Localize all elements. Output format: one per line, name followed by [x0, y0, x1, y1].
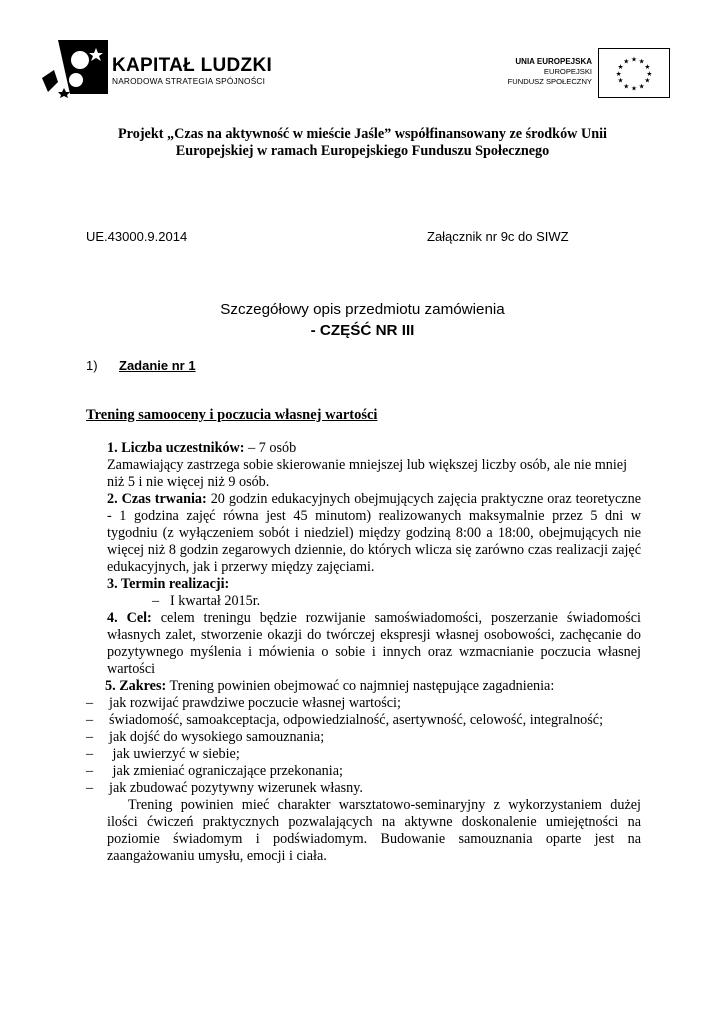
dash-bullet: –: [86, 712, 94, 728]
dash-bullet: –: [152, 593, 160, 609]
goal-text: celem treningu będzie rozwijanie samoświadomości, poszerzanie świadomości własnych zalet, stworzenie okazji do twórczej ekspresji własnej osobowości, zachęcanie do pozytywnego myślenia i mówienia o sobie i innych oraz wzmacnianie poczucia własnej wartości: [107, 610, 641, 677]
reference-number: UE.43000.9.2014: [86, 229, 188, 244]
svg-text:★: ★: [630, 84, 638, 93]
task-label: Zadanie nr 1: [119, 358, 196, 373]
svg-text:★: ★: [646, 69, 653, 78]
kapital-ludzki-subtitle: NARODOWA STRATEGIA SPÓJNOŚCI: [112, 76, 266, 86]
svg-text:★: ★: [617, 76, 624, 85]
attachment-label: Załącznik nr 9c do SIWZ: [427, 229, 569, 244]
task-number: 1): [86, 358, 98, 373]
list-item: [86, 746, 641, 763]
eu-flag-icon: [598, 48, 670, 98]
scope-label: 5. Zakres:: [105, 678, 167, 694]
duration-label: 2. Czas trwania:: [107, 491, 207, 507]
eu-text-block: [508, 57, 592, 87]
dash-bullet: –: [86, 780, 94, 796]
svg-text:★: ★: [644, 76, 651, 85]
project-line-2: Europejskiej w ramach Europejskiego Funduszu Społecznego: [175, 143, 550, 159]
list-item: [86, 712, 641, 729]
svg-text:★: ★: [623, 82, 630, 91]
svg-text:★: ★: [644, 63, 651, 72]
body-content: [86, 440, 641, 865]
scope-text: Trening powinien obejmować co najmniej następujące zagadnienia:: [166, 678, 555, 694]
scope-list: [86, 695, 641, 797]
term-item: [107, 593, 641, 610]
list-item: [86, 780, 641, 797]
goal-label: 4. Cel:: [107, 610, 152, 626]
participants-label: 1. Liczba uczestników:: [107, 440, 245, 456]
eu-line-2: EUROPEJSKI: [543, 67, 592, 76]
eu-line-1: UNIA EUROPEJSKA: [515, 57, 592, 66]
eu-line-3: FUNDUSZ SPOŁECZNY: [507, 77, 592, 86]
list-item-text: jak uwierzyć w siebie;: [109, 746, 240, 762]
term-label: 3. Termin realizacji:: [107, 576, 230, 592]
section-title: Trening samooceny i poczucia własnej wartości: [86, 407, 378, 423]
dash-bullet: –: [86, 695, 94, 711]
dash-bullet: –: [86, 763, 94, 779]
participants-paragraph: [107, 440, 641, 457]
document-title: [110, 299, 615, 341]
participants-value: – 7 osób: [244, 440, 297, 456]
term-value: I kwartał 2015r.: [170, 593, 261, 609]
svg-text:★: ★: [617, 63, 624, 72]
list-item-text: jak zbudować pozytywny wizerunek własny.: [109, 780, 363, 796]
svg-text:★: ★: [638, 57, 645, 66]
list-item: [86, 729, 641, 746]
kapital-ludzki-logo-icon: [40, 38, 110, 98]
list-item-text: jak dojść do wysokiego samouznania;: [109, 729, 325, 745]
duration-text: 20 godzin edukacyjnych obejmujących zajęcia praktyczne oraz teoretyczne - 1 godzina zajęć równa jest 45 minutom) realizowanych maksymalnie przez 5 dni w tygodniu (z wyłączeniem sobót i niedziel) między godziną 8:00 a 18:00, obejmujących nie więcej niż 8 godzin zegarowych dziennie, do których wlicza się zarówno czas realizacji zajęć edukacyjnych, jak i przerwy między zajęciami.: [107, 491, 641, 575]
kapital-ludzki-title: KAPITAŁ LUDZKI: [112, 55, 273, 76]
list-item-text: jak rozwijać prawdziwe poczucie własnej wartości;: [109, 695, 401, 711]
dash-bullet: –: [86, 729, 94, 745]
duration-paragraph: [107, 491, 641, 576]
svg-text:★: ★: [638, 82, 645, 91]
term-paragraph: [107, 576, 641, 593]
scope-paragraph: [105, 678, 641, 695]
title-line-2: - CZĘŚĆ NR III: [310, 322, 415, 339]
final-paragraph: Trening powinien mieć charakter warsztatowo-seminaryjny z wykorzystaniem dużej ilości ćwiczeń praktycznych pozwalających na aktywne doskonalenie umiejętności na poziomie świadomym i podświadomym. Budowanie samouznania oparte jest na zaangażowaniu umysłu, emocji i ciała.: [107, 797, 641, 864]
list-item-text: świadomość, samoakceptacja, odpowiedzialność, asertywność, celowość, integralność;: [109, 712, 604, 728]
title-line-1: Szczegółowy opis przedmiotu zamówienia: [220, 301, 505, 318]
list-item: [86, 695, 641, 712]
project-line-1: Projekt „Czas na aktywność w mieście Jaśle” współfinansowany ze środków Unii: [118, 126, 607, 142]
list-item: [86, 763, 641, 780]
svg-text:★: ★: [623, 57, 630, 66]
svg-text:★: ★: [630, 55, 638, 64]
participants-note: Zamawiający zastrzega sobie skierowanie mniejszej lub większej liczby osób, ale nie mniej niż 5 i nie więcej niż 9 osób.: [107, 457, 628, 490]
list-item-text: jak zmieniać ograniczające przekonania;: [109, 763, 343, 779]
goal-paragraph: [107, 610, 641, 678]
svg-text:★: ★: [615, 69, 622, 78]
project-heading: [60, 126, 665, 160]
dash-bullet: –: [86, 746, 94, 762]
